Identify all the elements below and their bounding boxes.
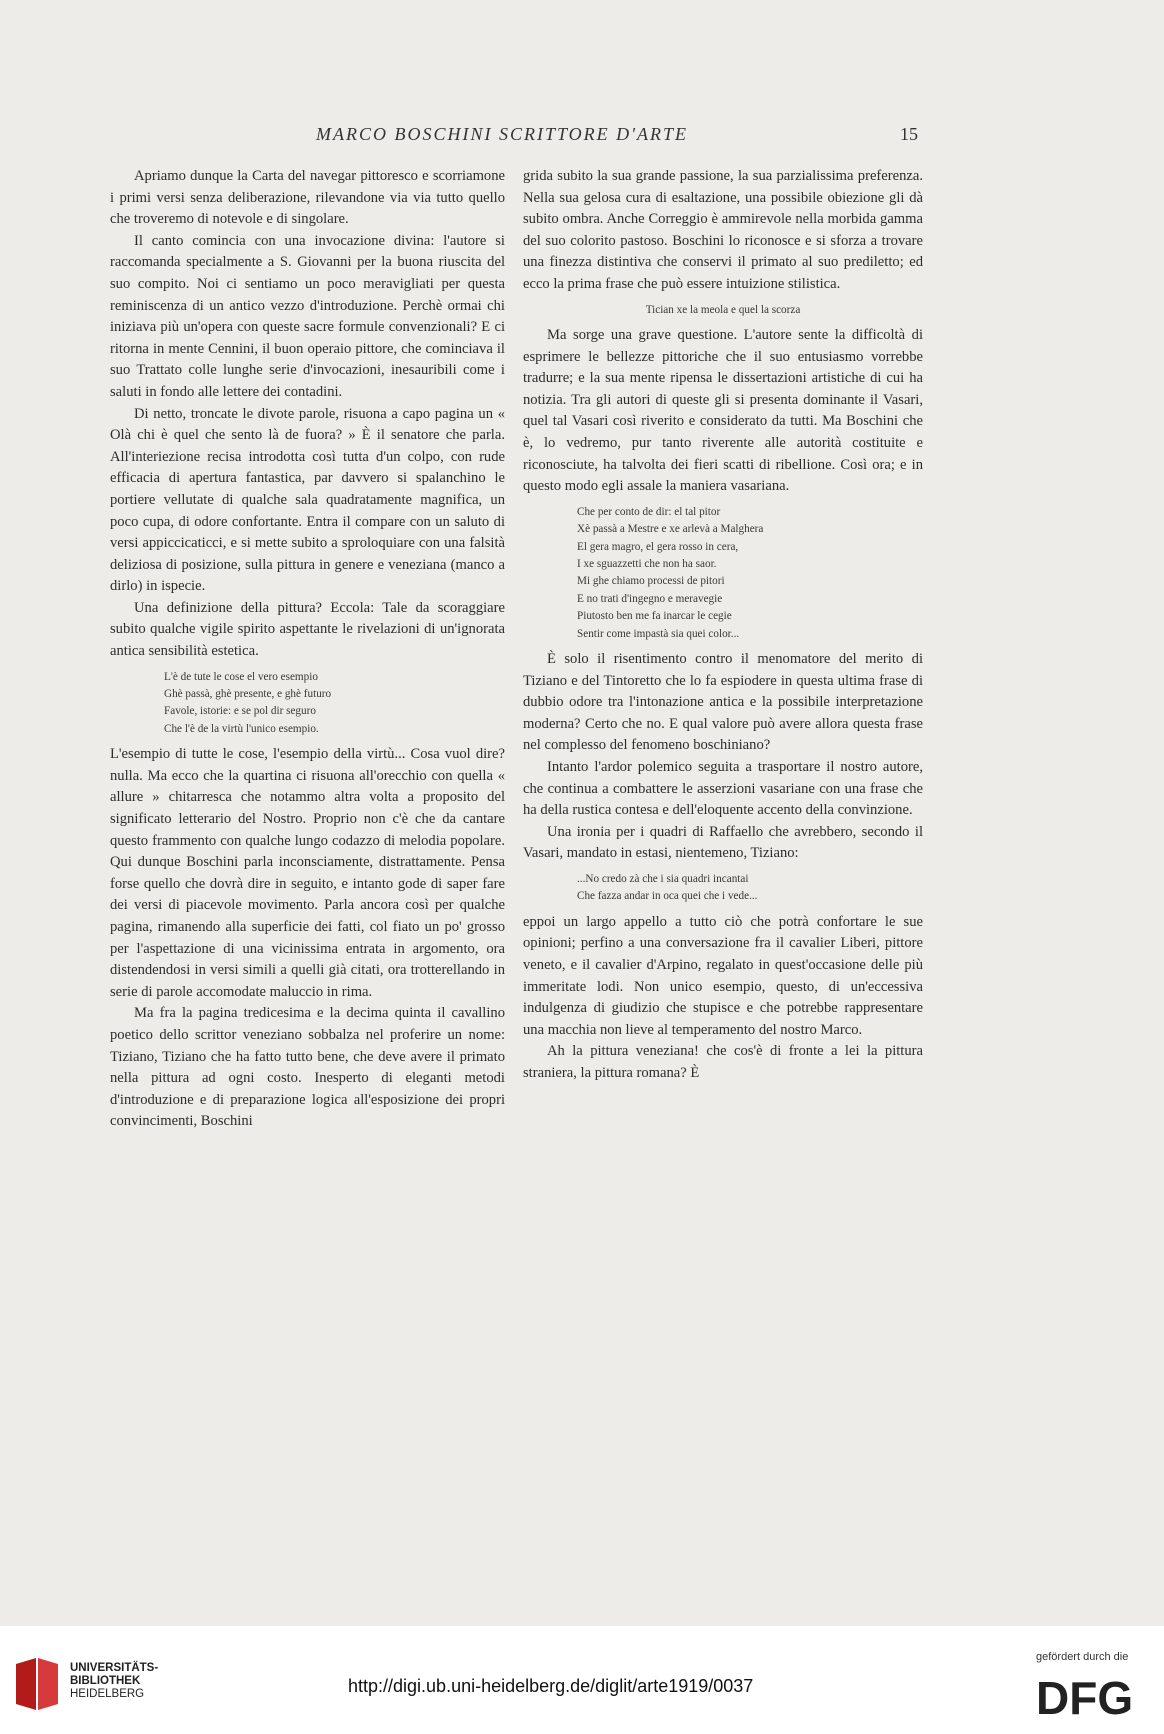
verse-quote bbox=[164, 669, 505, 739]
verse-line: Che l'è de la virtù l'unico esempio. bbox=[164, 722, 319, 735]
paragraph: Ma fra la pagina tredicesima e la decima quinta il cavallino poetico dello scrittor veneziano sobbalza nel proferire un nome: Tiziano, Tiziano che ha fatto tutto bene, che deve avere il primato nella pittura ad ogni costo. Inesperto di eleganti metodi d'introduzione e di preparazione logica all'esposizione dei propri convincimenti, Boschini bbox=[110, 1005, 505, 1130]
page-header bbox=[0, 124, 1164, 154]
paragraph: Intanto l'ardor polemico seguita a trasportare il nostro autore, che continua a combattere le asserzioni vasariane con una frase che ha della rustica contesa e dell'eloquente accento della convinzione. bbox=[523, 758, 923, 819]
left-column bbox=[110, 166, 505, 1133]
verse-quote bbox=[577, 504, 923, 643]
paragraph: L'esempio di tutte le cose, l'esempio della virtù... Cosa vuol dire? nulla. Ma ecco che la quartina ci risuona all'orecchio con quella « allure » chitarresca che notammo altra volta a proposito del significato letterario del Nostro. Proprio non c'è che da cantare questo frammento con qualche lungo codazzo di melodia popolare. Qui dunque Boschini parla inconsciamente, distrattamente. Pensa forse quello che dovrà dire in seguito, e intanto gode di saper fare dei versi di piacevole movimento. Parla ancora così per qualche pagina, rimanendo alla superficie dei fatti, col fiato un po' grosso per l'aspettazione di una vicinissima entrata in argomento, ora distendendosi in versi simili a quelli già citati, ora trotterellando in serie di parole accomodate maluccio in rima. bbox=[110, 746, 505, 1000]
paragraph: Di netto, troncate le divote parole, risuona a capo pagina un « Olà chi è quel che sento là de fuora? » È il senatore che parla. All'interiezione recisa introdotta così tutta d'un colpo, con rude efficacia di apertura fantastica, par davvero si spalanchino le portiere vellutate di qualche sala quadratamente magnifica, un poco cupa, di odore confortante. Entra il compare con un saluto di versi appiccicaticci, e si mette subito a sproloquiare con una falsità deliziosa di posizione, sulla pittura in genere e veneziana (manco a dirlo) in ispecie. bbox=[110, 405, 505, 595]
funding-caption: gefördert durch die bbox=[1036, 1651, 1129, 1663]
verse-line: Piutosto ben me fa inarcar le cegie bbox=[577, 610, 732, 623]
verse-line: L'è de tute le cose el vero esempio bbox=[164, 670, 318, 683]
verse-line: Che per conto de dir: el tal pitor bbox=[577, 505, 721, 518]
paragraph: eppoi un largo appello a tutto ciò che potrà confortare le sue opinioni; perfino a una conversazione fra il cavalier Liberi, pittore veneto, e il cavalier d'Arpino, regalato in quest'occasione delle più immeritate lodi. Non unico esempio, questo, di un'eccessiva indulgenza di giudizio che stupisce e che potrebbe rappresentare una macchia non lieve al temperamento del nostro Marco. bbox=[523, 913, 923, 1038]
verse-line: Tician xe la meola e quel la scorza bbox=[645, 303, 801, 316]
verse-quote bbox=[577, 871, 923, 906]
university-library-name: UNIVERSITÄTS- BIBLIOTHEK HEIDELBERG bbox=[70, 1662, 159, 1700]
permalink-url[interactable]: http://digi.ub.uni-heidelberg.de/diglit/arte1919/0037 bbox=[348, 1676, 754, 1696]
verse-line: Ghè passà, ghè presente, e ghè futuro bbox=[164, 688, 332, 701]
verse-line: Mi ghe chiamo processi de pitori bbox=[577, 575, 725, 588]
verse-line: Sentir come impastà sia quei color... bbox=[577, 627, 740, 640]
running-title: MARCO BOSCHINI SCRITTORE D'ARTE bbox=[316, 124, 689, 144]
paragraph: Una ironia per i quadri di Raffaello che avrebbero, secondo il Vasari, mandato in estasi, nientemeno, Tiziano: bbox=[523, 823, 923, 862]
page-number: 15 bbox=[900, 124, 918, 144]
dfg-logo-text: DFG bbox=[1036, 1672, 1134, 1720]
paragraph: grida subito la sua grande passione, la sua parzialissima preferenza. Nella sua gelosa cura di esaltazione, una possibile obiezione gli dà subito ombra. Anche Correggio è ammirevole nella morbida gamma del suo colorito pastoso. Boschini lo riconosce e si sforza a trovare una finezza distintiva che conservi il primato al suo prediletto; ed ecco la prima frase che può essere intuizione stilistica. bbox=[523, 168, 923, 292]
paragraph: Una definizione della pittura? Eccola: Tale da scoraggiare subito qualche vigile spirito aspettante le rivelazioni di un'ignorata antica sensibilità estetica. bbox=[110, 599, 505, 660]
paragraph: È solo il risentimento contro il menomatore del merito di Tiziano e del Tintoretto che lo fa espiodere in questa ultima frase di dubbio odore tra l'intonazione antica e la possibile interpretazione moderna? Certo che no. E qual valore può avere allora questa frase nel complesso del fenomeno boschiniano? bbox=[523, 650, 923, 754]
paragraph: Ah la pittura veneziana! che cos'è di fronte a lei la pittura straniera, la pittura romana? È bbox=[523, 1043, 923, 1081]
verse-line: Che fazza andar in oca quei che i vede... bbox=[577, 890, 758, 903]
university-library-logo-icon bbox=[12, 1656, 62, 1712]
verse-line: Favole, istorie: e se pol dir seguro bbox=[164, 705, 316, 718]
right-column bbox=[523, 166, 923, 1084]
verse-line: Xè passà a Mestre e xe arlevà a Malghera bbox=[577, 523, 764, 536]
verse-line: El gera magro, el gera rosso in cera, bbox=[577, 540, 739, 553]
verse-line: I xe sguazzetti che non ha saor. bbox=[577, 557, 717, 570]
paragraph: Apriamo dunque la Carta del navegar pittoresco e scorriamone i primi versi senza deliberazione, rilevandone via via tutto quello che troveremo di notevole e di singolare. bbox=[110, 168, 505, 228]
dfg-logo-icon bbox=[1036, 1672, 1152, 1720]
paragraph: Ma sorge una grave questione. L'autore sente la difficoltà di esprimere le bellezze pittoriche che il suo entusiasmo vorrebbe tradurre; e la sua mente ripensa le dissertazioni artistiche di cui ha notizia. Tra gli autori di queste gli si presenta dominante il Vasari, quel tal Vasari così riverito e considerato da tutti. Ma Boschini che è, lo vedremo, pur tanto riverente alle autorità costituite e riconosciute, ha talvolta dei fieri scatti di ribellione. Così ora; e in questo modo egli assale la maniera vasariana. bbox=[523, 326, 923, 495]
paragraph: Il canto comincia con una invocazione divina: l'autore si raccomanda specialmente a S. Giovanni per la buona riuscita del suo compito. Noi ci sentiamo un poco meravigliati per questa reminiscenza di un antico vezzo d'introduzione. Perchè ormai chi iniziava più un'opera con queste sacre formule convenzionali? E ci ritorna in mente Cennini, il buon operaio pittore, che cominciava il suo Trattato colle lunghe serie d'invocazioni, inesauribili come i saluti in fondo alle lettere dei contadini. bbox=[110, 232, 505, 400]
verse-line: ...No credo zà che i sia quadri incantai bbox=[577, 872, 749, 885]
viewer-footer bbox=[0, 1626, 1164, 1734]
verse-quote bbox=[523, 302, 923, 319]
verse-line: E no trati d'ingegno e meravegie bbox=[577, 592, 723, 605]
